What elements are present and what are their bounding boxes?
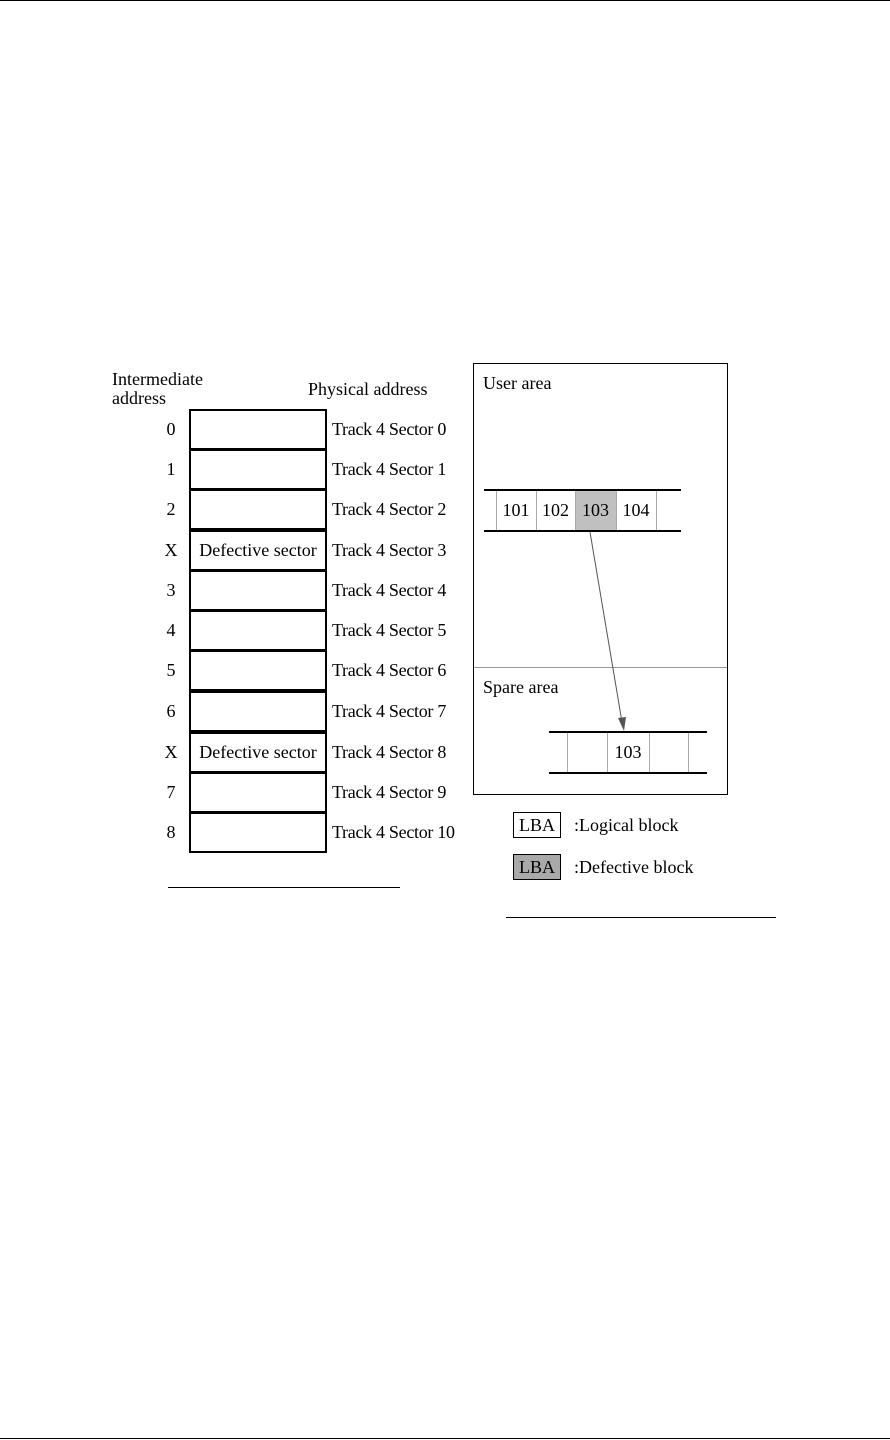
physical-address: Track 4 Sector 3: [332, 540, 447, 560]
legend-defective-text: :Defective block: [574, 857, 694, 877]
physical-address: Track 4 Sector 2: [332, 499, 447, 519]
physical-address: Track 4 Sector 10: [332, 822, 455, 842]
physical-address: Track 4 Sector 6: [332, 660, 447, 680]
intermediate-address: X: [164, 540, 178, 560]
physical-address: Track 4 Sector 5: [332, 620, 447, 640]
intermediate-address: 6: [166, 701, 176, 721]
spare-block-replacement: 103: [614, 742, 642, 762]
legend-logical-text: :Logical block: [574, 815, 679, 835]
physical-address: Track 4 Sector 8: [332, 742, 447, 762]
intermediate-header-line2: address: [112, 388, 166, 408]
legend-logical-box: LBA: [513, 812, 561, 838]
intermediate-header-line1: Intermediate: [112, 369, 203, 389]
defective-logical-block: 103: [575, 491, 616, 530]
intermediate-address: 1: [166, 459, 176, 479]
physical-address: Track 4 Sector 9: [332, 782, 447, 802]
physical-address: Track 4 Sector 4: [332, 580, 447, 600]
defective-sector-cell: Defective sector: [189, 732, 327, 773]
intermediate-address: 8: [166, 822, 176, 842]
intermediate-address: 5: [166, 660, 176, 680]
intermediate-address: 3: [166, 580, 176, 600]
physical-address: Track 4 Sector 0: [332, 419, 447, 439]
logical-block: 102: [542, 500, 569, 520]
physical-address-header: Physical address: [308, 379, 428, 399]
right-figure-caption-rule: [506, 917, 776, 918]
intermediate-address: 2: [166, 499, 176, 519]
intermediate-address: X: [164, 742, 178, 762]
intermediate-address: 0: [166, 419, 176, 439]
defective-sector-cell: Defective sector: [189, 530, 327, 571]
intermediate-address: 4: [166, 620, 176, 640]
logical-block: 101: [502, 500, 530, 520]
spare-area-label: Spare area: [483, 677, 559, 697]
page-bottom-rule: [0, 1438, 890, 1439]
legend-defective-box: LBA: [513, 854, 561, 880]
physical-address: Track 4 Sector 7: [332, 701, 447, 721]
user-area-label: User area: [483, 373, 552, 393]
intermediate-address: 7: [166, 782, 176, 802]
physical-address: Track 4 Sector 1: [332, 459, 447, 479]
logical-block: 104: [622, 500, 650, 520]
